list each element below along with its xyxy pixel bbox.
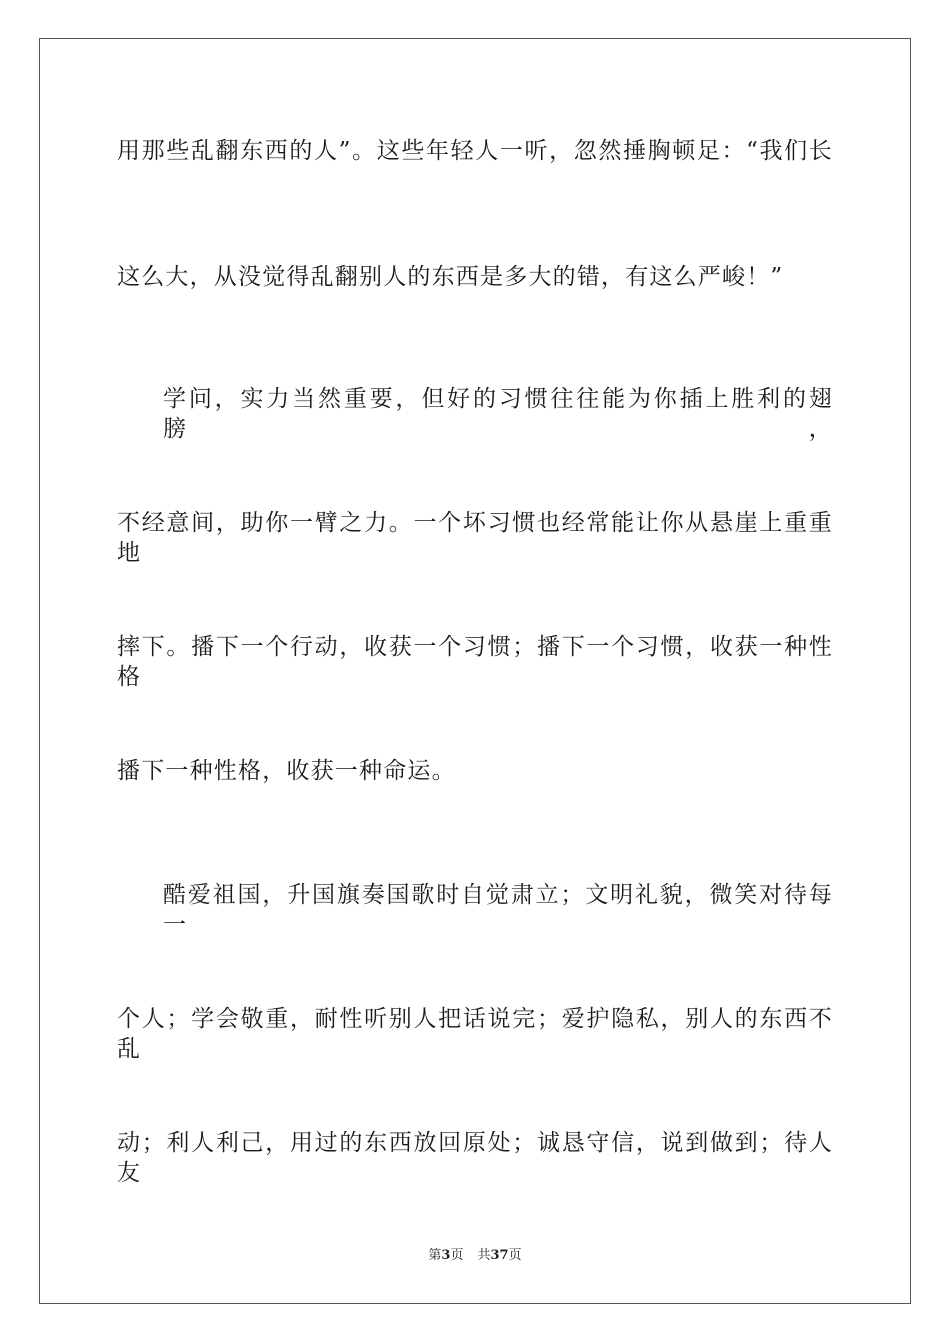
footer-page-number: 3 xyxy=(441,1248,451,1263)
footer-page-prefix: 第 xyxy=(428,1248,442,1263)
footer-total-suffix: 页 xyxy=(508,1248,522,1263)
footer-total-pages: 37 xyxy=(490,1248,509,1263)
footer-page-suffix: 页 xyxy=(450,1248,464,1263)
text-line-2: 这么大，从没觉得乱翻别人的东西是多大的错，有这么严峻！” xyxy=(117,264,784,290)
text-line-4: 不经意间，助你一臂之力。一个坏习惯也经常能让你从悬崖上重重地 xyxy=(117,510,833,566)
page-footer xyxy=(0,1248,950,1264)
page-frame xyxy=(39,38,911,1304)
text-line-5: 摔下。播下一个行动，收获一个习惯；播下一个习惯，收获一种性格 xyxy=(117,634,833,690)
text-line-8: 个人；学会敬重，耐性听别人把话说完；爱护隐私，别人的东西不乱 xyxy=(117,1006,833,1062)
footer-total-prefix: 共 xyxy=(477,1248,491,1263)
text-line-9: 动；利人利己，用过的东西放回原处；诚恳守信，说到做到；待人友 xyxy=(117,1130,833,1186)
text-line-3: 学问，实力当然重要，但好的习惯往往能为你插上胜利的翅膀， xyxy=(163,386,833,442)
text-line-6: 播下一种性格，收获一种命运。 xyxy=(117,758,456,784)
text-line-1: 用那些乱翻东西的人”。这些年轻人一听，忽然捶胸顿足：“我们长 xyxy=(117,138,833,164)
text-line-7: 酷爱祖国，升国旗奏国歌时自觉肃立；文明礼貌，微笑对待每一 xyxy=(163,882,833,938)
